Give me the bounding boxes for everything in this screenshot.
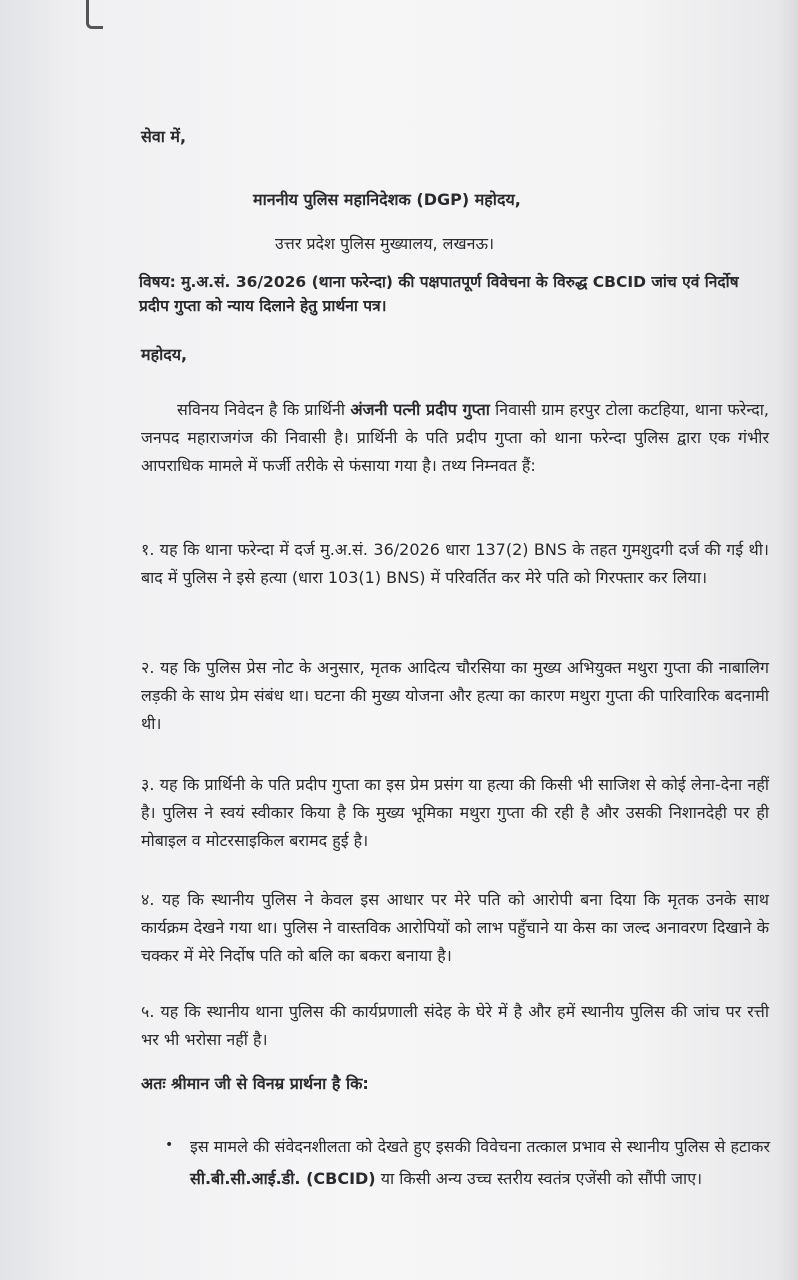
point-5: ५. यह कि स्थानीय थाना पुलिस की कार्यप्रणाली संदेह के घेरे में है और हमें स्थानीय पुलिस की जांच पर रत्ती भर भी भरोसा नहीं है। xyxy=(141,1002,769,1049)
salutation-top: सेवा में, xyxy=(141,127,187,146)
addressee-title: माननीय पुलिस महानिदेशक (DGP) महोदय, xyxy=(253,190,521,209)
addressee-office: उत्तर प्रदेश पुलिस मुख्यालय, लखनऊ। xyxy=(275,234,495,253)
point-3: ३. यह कि प्रार्थिनी के पति प्रदीप गुप्ता का इस प्रेम प्रसंग या हत्या की किसी भी साजिश से कोई लेना-देना नहीं है। पुलिस ने स्वयं स्वीकार किया है कि मुख्य भूमिका मथुरा गुप्ता की रही है और उसकी निशानदेही पर ही मोबाइल व मोटरसाइकिल बरामद हुई है। xyxy=(141,775,769,850)
intro-paragraph xyxy=(141,396,769,480)
page-edge-shadow xyxy=(778,0,798,1280)
bullet-icon: • xyxy=(165,1137,174,1153)
petitioner-name: अंजनी पत्नी प्रदीप गुप्ता xyxy=(350,400,490,419)
prayer-item-agency: सी.बी.सी.आई.डी. (CBCID) xyxy=(190,1169,376,1188)
prayer-heading: अतः श्रीमान जी से विनम्र प्रार्थना है कि: xyxy=(141,1074,369,1093)
paper-clip xyxy=(86,0,103,29)
point-4: ४. यह कि स्थानीय पुलिस ने केवल इस आधार पर मेरे पति को आरोपी बना दिया कि मृतक उनके साथ कार्यक्रम देखने गया था। पुलिस ने वास्तविक आरोपियों को लाभ पहुँचाने या केस का जल्द अनावरण दिखाने के चक्कर में मेरे निर्दोष पति को बलि का बकरा बनाया है। xyxy=(141,890,769,965)
greeting: महोदय, xyxy=(141,345,188,364)
subject-line: विषय: मु.अ.सं. 36/2026 (थाना फरेन्दा) की पक्षपातपूर्ण विवेचना के विरुद्ध CBCID जांच एवं निर्दोष प्रदीप गुप्ता को न्याय दिलाने हेतु प्रार्थना पत्र। xyxy=(139,273,739,315)
prayer-item-after: या किसी अन्य उच्च स्तरीय स्वतंत्र एजेंसी को सौंपी जाए। xyxy=(375,1169,703,1188)
point-2: २. यह कि पुलिस प्रेस नोट के अनुसार, मृतक आदित्य चौरसिया का मुख्य अभियुक्त मथुरा गुप्ता की नाबालिग लड़की के साथ प्रेम संबंध था। घटना की मुख्य योजना और हत्या का कारण मथुरा गुप्ता की पारिवारिक बदनामी थी। xyxy=(141,658,769,733)
intro-after: निवासी ग्राम हरपुर टोला कटहिया, थाना फरेन्दा, जनपद महाराजगंज की निवासी है। प्रार्थिनी के पति प्रदीप गुप्ता को थाना फरेन्दा पुलिस द्वारा एक गंभीर आपराधिक मामले में फर्जी तरीके से फंसाया गया है। तथ्य निम्नवत हैं: xyxy=(141,400,770,475)
prayer-item xyxy=(190,1131,770,1195)
intro-before: सविनय निवेदन है कि प्रार्थिनी xyxy=(177,400,351,419)
point-1: १. यह कि थाना फरेन्दा में दर्ज मु.अ.सं. 36/2026 धारा 137(2) BNS के तहत गुमशुदगी दर्ज की गई थी। बाद में पुलिस ने इसे हत्या (धारा 103(1) BNS) में परिवर्तित कर मेरे पति को गिरफ्तार कर लिया। xyxy=(141,540,769,587)
prayer-item-before: इस मामले की संवेदनशीलता को देखते हुए इसकी विवेचना तत्काल प्रभाव से स्थानीय पुलिस से हटाकर xyxy=(190,1137,770,1156)
